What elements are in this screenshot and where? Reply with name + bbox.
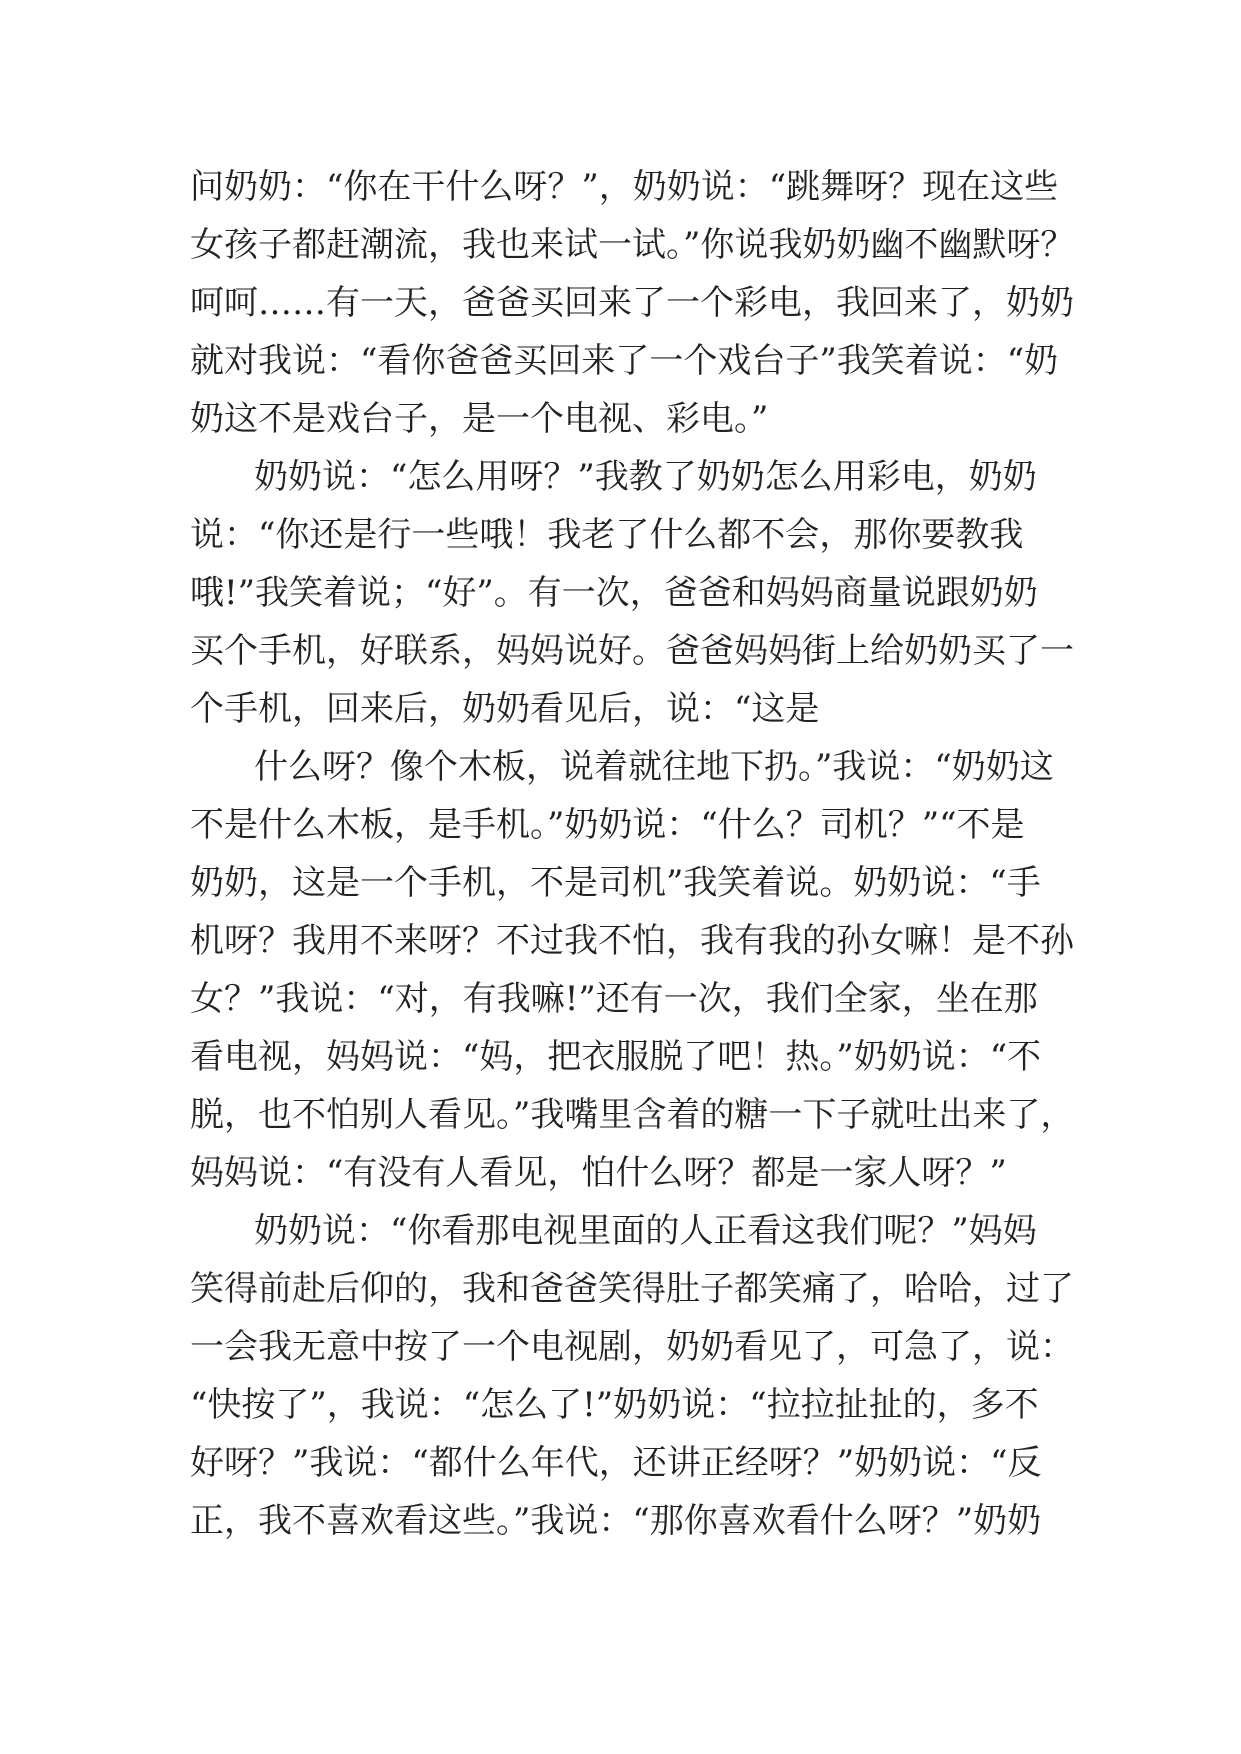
text-line: 女孩子都赶潮流，我也来试一试。”你说我奶奶幽不幽默呀？ xyxy=(190,225,1075,265)
text-line: 呵呵……有一天，爸爸买回来了一个彩电，我回来了，奶奶 xyxy=(190,283,1074,323)
text-line: 正，我不喜欢看这些。”我说：“那你喜欢看什么呀？”奶奶 xyxy=(190,1501,1042,1541)
text-line: 妈妈说：“有没有人看见，怕什么呀？都是一家人呀？” xyxy=(190,1153,1007,1193)
text-line: 奶这不是戏台子，是一个电视、彩电。” xyxy=(190,399,769,439)
text-line-indented: 奶奶说：“怎么用呀？”我教了奶奶怎么用彩电，奶奶 xyxy=(254,457,1037,497)
text-line-indented: 奶奶说：“你看那电视里面的人正看这我们呢？”妈妈 xyxy=(254,1211,1037,1251)
paragraph-3 xyxy=(190,738,1075,1202)
text-line: 奶奶，这是一个手机，不是司机”我笑着说。奶奶说：“手 xyxy=(190,863,1041,903)
text-line: 机呀？我用不来呀？不过我不怕，我有我的孙女嘛！是不孙 xyxy=(190,921,1074,961)
text-line: “快按了”，我说：“怎么了!”奶奶说：“拉拉扯扯的，多不 xyxy=(190,1385,1039,1425)
text-line: 问奶奶：“你在干什么呀？”，奶奶说：“跳舞呀？现在这些 xyxy=(190,167,1059,207)
document-body xyxy=(190,158,1075,1550)
text-line: 一会我无意中按了一个电视剧，奶奶看见了，可急了，说： xyxy=(190,1327,1074,1367)
text-line: 脱，也不怕别人看见。”我嘴里含着的糖一下子就吐出来了， xyxy=(190,1095,1075,1135)
text-line: 就对我说：“看你爸爸买回来了一个戏台子”我笑着说：“奶 xyxy=(190,341,1059,381)
paragraph-4 xyxy=(190,1202,1074,1550)
paragraph-1 xyxy=(190,158,1075,448)
text-line: 女？”我说：“对，有我嘛!”还有一次，我们全家，坐在那 xyxy=(190,979,1038,1019)
paragraph-2 xyxy=(190,448,1074,738)
text-line: 不是什么木板，是手机。”奶奶说：“什么？司机？”“不是 xyxy=(190,805,1025,845)
text-line: 个手机，回来后，奶奶看见后，说：“这是 xyxy=(190,689,820,729)
text-line: 买个手机，好联系，妈妈说好。爸爸妈妈街上给奶奶买了一 xyxy=(190,631,1074,671)
text-line: 说：“你还是行一些哦！我老了什么都不会，那你要教我 xyxy=(190,515,1024,555)
text-line: 笑得前赴后仰的，我和爸爸笑得肚子都笑痛了，哈哈，过了 xyxy=(190,1269,1074,1309)
text-line: 哦!”我笑着说；“好”。有一次，爸爸和妈妈商量说跟奶奶 xyxy=(190,573,1038,613)
text-line: 看电视，妈妈说：“妈，把衣服脱了吧！热。”奶奶说：“不 xyxy=(190,1037,1042,1077)
text-line: 好呀？”我说：“都什么年代，还讲正经呀？”奶奶说：“反 xyxy=(190,1443,1042,1483)
text-line-indented: 什么呀？像个木板，说着就往地下扔。”我说：“奶奶这 xyxy=(254,747,1054,787)
